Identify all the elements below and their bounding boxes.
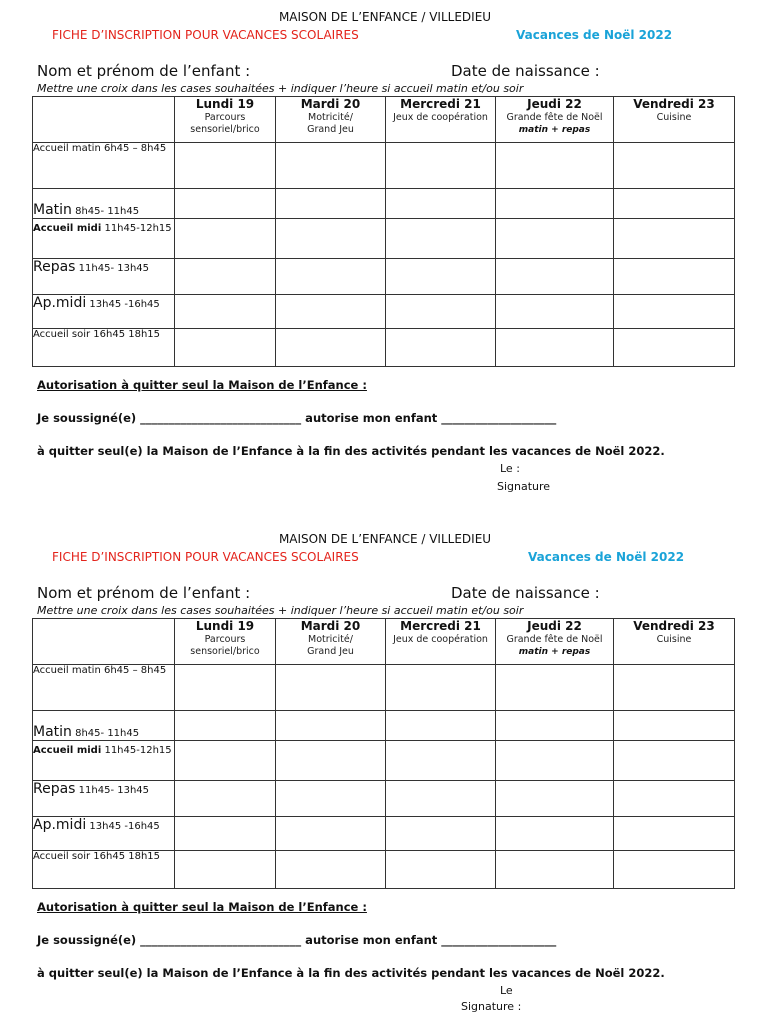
instruction-text: Mettre une croix dans les cases souhaitées + indiquer l’heure si accueil matin et/ou soir (37, 82, 524, 95)
day-activity: Cuisine (656, 112, 692, 123)
checkbox-cell[interactable] (614, 219, 735, 259)
authorization-line[interactable]: Je soussigné(e) ____________________________ autorise mon enfant ____________________ (37, 933, 557, 947)
child-name-field[interactable]: Nom et prénom de l’enfant : (37, 584, 251, 602)
day-name: Vendredi 23 (633, 619, 715, 633)
day-activity: Grande fête de Noël (506, 112, 603, 123)
checkbox-cell[interactable] (386, 329, 496, 367)
day-activity: Grande fête de Noël (506, 634, 603, 645)
row-main: Repas (33, 259, 76, 275)
row-time: 11h45-12h15 (101, 745, 172, 756)
row-main: Matin (33, 724, 72, 740)
day-header-row (33, 97, 735, 143)
authorization-line[interactable]: Je soussigné(e) ____________________________ autorise mon enfant ____________________ (37, 411, 557, 425)
checkbox-cell[interactable] (386, 219, 496, 259)
checkbox-cell[interactable] (496, 741, 614, 781)
registration-form-1 (0, 0, 770, 500)
row-time: 13h45 -16h45 (86, 821, 160, 832)
checkbox-cell[interactable] (276, 295, 386, 329)
checkbox-cell[interactable] (276, 781, 386, 817)
row-time: Accueil matin 6h45 – 8h45 (33, 143, 167, 154)
checkbox-cell[interactable] (496, 817, 614, 851)
checkbox-cell[interactable] (175, 711, 276, 741)
checkbox-cell[interactable] (175, 665, 276, 711)
row-label (33, 741, 175, 781)
authorization-title: Autorisation à quitter seul la Maison de l’Enfance : (37, 378, 367, 392)
instruction-text: Mettre une croix dans les cases souhaitées + indiquer l’heure si accueil matin et/ou soir (37, 604, 524, 617)
checkbox-cell[interactable] (276, 189, 386, 219)
day-header (175, 97, 276, 143)
table-row (33, 711, 735, 741)
checkbox-cell[interactable] (614, 781, 735, 817)
checkbox-cell[interactable] (614, 295, 735, 329)
signature-field[interactable]: Signature : (461, 1000, 522, 1013)
day-name: Lundi 19 (195, 97, 255, 111)
checkbox-cell[interactable] (614, 189, 735, 219)
table-row (33, 189, 735, 219)
checkbox-cell[interactable] (614, 851, 735, 889)
day-name: Lundi 19 (195, 619, 255, 633)
checkbox-cell[interactable] (386, 295, 496, 329)
checkbox-cell[interactable] (614, 665, 735, 711)
day-name: Mardi 20 (300, 97, 361, 111)
table-row (33, 219, 735, 259)
checkbox-cell[interactable] (386, 851, 496, 889)
checkbox-cell[interactable] (496, 781, 614, 817)
day-name: Jeudi 22 (527, 97, 582, 111)
maison-title: MAISON DE L’ENFANCE / VILLEDIEU (278, 10, 492, 24)
authorization-statement: à quitter seul(e) la Maison de l’Enfance à la fin des activités pendant les vacances de Noël 2022. (37, 444, 665, 458)
checkbox-cell[interactable] (496, 189, 614, 219)
row-time: Accueil matin 6h45 – 8h45 (33, 665, 167, 676)
schedule-table (32, 618, 735, 889)
checkbox-cell[interactable] (386, 741, 496, 781)
day-activity: Jeux de coopération (393, 112, 488, 123)
checkbox-cell[interactable] (276, 329, 386, 367)
row-main: Repas (33, 781, 76, 797)
registration-form-2 (0, 522, 770, 1022)
table-row (33, 259, 735, 295)
row-label (33, 219, 175, 259)
row-label (33, 143, 175, 189)
table-row (33, 741, 735, 781)
corner-cell (33, 619, 175, 665)
table-row (33, 781, 735, 817)
row-label (33, 189, 175, 219)
checkbox-cell[interactable] (276, 741, 386, 781)
checkbox-cell[interactable] (386, 189, 496, 219)
checkbox-cell[interactable] (496, 143, 614, 189)
row-time: 13h45 -16h45 (86, 299, 160, 310)
checkbox-cell[interactable] (496, 295, 614, 329)
table-row (33, 295, 735, 329)
row-label (33, 711, 175, 741)
day-activity: Motricité/ (308, 634, 353, 645)
child-name-field[interactable]: Nom et prénom de l’enfant : (37, 62, 251, 80)
checkbox-cell[interactable] (386, 711, 496, 741)
day-activity-extra: matin + repas (518, 125, 591, 135)
corner-cell (33, 97, 175, 143)
row-label (33, 781, 175, 817)
day-header (175, 619, 276, 665)
day-header (386, 97, 496, 143)
checkbox-cell[interactable] (614, 143, 735, 189)
checkbox-cell[interactable] (175, 781, 276, 817)
fiche-title: FICHE D’INSCRIPTION POUR VACANCES SCOLAIRES (52, 28, 359, 42)
day-header (614, 619, 735, 665)
row-label (33, 295, 175, 329)
date-field[interactable]: Le : (500, 462, 520, 475)
checkbox-cell[interactable] (496, 259, 614, 295)
checkbox-cell[interactable] (175, 741, 276, 781)
day-activity-line2: sensoriel/brico (190, 124, 260, 135)
signature-field[interactable]: Signature (497, 480, 551, 493)
authorization-statement: à quitter seul(e) la Maison de l’Enfance à la fin des activités pendant les vacances de Noël 2022. (37, 966, 665, 980)
birth-date-field[interactable]: Date de naissance : (451, 62, 600, 80)
day-header-row (33, 619, 735, 665)
checkbox-cell[interactable] (614, 741, 735, 781)
checkbox-cell[interactable] (175, 295, 276, 329)
checkbox-cell[interactable] (175, 143, 276, 189)
checkbox-cell[interactable] (175, 851, 276, 889)
day-name: Jeudi 22 (527, 619, 582, 633)
checkbox-cell[interactable] (175, 189, 276, 219)
row-main: Ap.midi (33, 817, 87, 833)
day-header (276, 619, 386, 665)
table-row (33, 851, 735, 889)
day-activity-line2: Grand Jeu (307, 124, 354, 135)
row-time: 11h45- 13h45 (75, 785, 150, 796)
checkbox-cell[interactable] (496, 711, 614, 741)
day-activity-line2: sensoriel/brico (190, 646, 260, 657)
checkbox-cell[interactable] (496, 851, 614, 889)
day-name: Mercredi 21 (400, 97, 481, 111)
birth-date-field[interactable]: Date de naissance : (451, 584, 600, 602)
row-main: Accueil midi (33, 745, 102, 756)
checkbox-cell[interactable] (386, 817, 496, 851)
day-header (614, 97, 735, 143)
day-header (276, 97, 386, 143)
row-label (33, 665, 175, 711)
day-activity: Cuisine (656, 634, 692, 645)
checkbox-cell[interactable] (276, 817, 386, 851)
checkbox-cell[interactable] (175, 817, 276, 851)
row-label (33, 329, 175, 367)
day-activity: Parcours (204, 112, 246, 123)
vacances-title: Vacances de Noël 2022 (528, 550, 685, 564)
checkbox-cell[interactable] (496, 329, 614, 367)
row-main: Accueil midi (33, 223, 102, 234)
day-header (496, 619, 614, 665)
checkbox-cell[interactable] (614, 329, 735, 367)
checkbox-cell[interactable] (276, 219, 386, 259)
checkbox-cell[interactable] (386, 259, 496, 295)
row-time: Accueil soir 16h45 18h15 (33, 851, 161, 862)
checkbox-cell[interactable] (496, 219, 614, 259)
row-time: 8h45- 11h45 (71, 206, 140, 217)
row-time: 11h45- 13h45 (75, 263, 150, 274)
row-time: 11h45-12h15 (101, 223, 172, 234)
row-main: Matin (33, 202, 72, 218)
table-row (33, 329, 735, 367)
day-activity: Jeux de coopération (393, 634, 488, 645)
table-row (33, 817, 735, 851)
checkbox-cell[interactable] (386, 781, 496, 817)
schedule-table (32, 96, 735, 367)
checkbox-cell[interactable] (386, 665, 496, 711)
row-label (33, 851, 175, 889)
row-label (33, 817, 175, 851)
checkbox-cell[interactable] (386, 143, 496, 189)
checkbox-cell[interactable] (276, 259, 386, 295)
day-header (496, 97, 614, 143)
checkbox-cell[interactable] (614, 711, 735, 741)
day-activity-line2: Grand Jeu (307, 646, 354, 657)
day-header (386, 619, 496, 665)
day-name: Mercredi 21 (400, 619, 481, 633)
maison-title: MAISON DE L’ENFANCE / VILLEDIEU (278, 532, 492, 546)
authorization-title: Autorisation à quitter seul la Maison de l’Enfance : (37, 900, 367, 914)
day-name: Mardi 20 (300, 619, 361, 633)
row-time: Accueil soir 16h45 18h15 (33, 329, 161, 340)
checkbox-cell[interactable] (496, 665, 614, 711)
checkbox-cell[interactable] (276, 711, 386, 741)
row-time: 8h45- 11h45 (71, 728, 140, 739)
day-name: Vendredi 23 (633, 97, 715, 111)
checkbox-cell[interactable] (175, 259, 276, 295)
checkbox-cell[interactable] (276, 851, 386, 889)
date-field[interactable]: Le (500, 984, 513, 997)
checkbox-cell[interactable] (276, 665, 386, 711)
day-activity: Motricité/ (308, 112, 353, 123)
row-main: Ap.midi (33, 295, 87, 311)
table-row (33, 665, 735, 711)
day-activity: Parcours (204, 634, 246, 645)
row-label (33, 259, 175, 295)
vacances-title: Vacances de Noël 2022 (516, 28, 673, 42)
fiche-title: FICHE D’INSCRIPTION POUR VACANCES SCOLAIRES (52, 550, 359, 564)
checkbox-cell[interactable] (175, 329, 276, 367)
checkbox-cell[interactable] (614, 817, 735, 851)
checkbox-cell[interactable] (276, 143, 386, 189)
checkbox-cell[interactable] (614, 259, 735, 295)
checkbox-cell[interactable] (175, 219, 276, 259)
day-activity-extra: matin + repas (518, 647, 591, 657)
table-row (33, 143, 735, 189)
